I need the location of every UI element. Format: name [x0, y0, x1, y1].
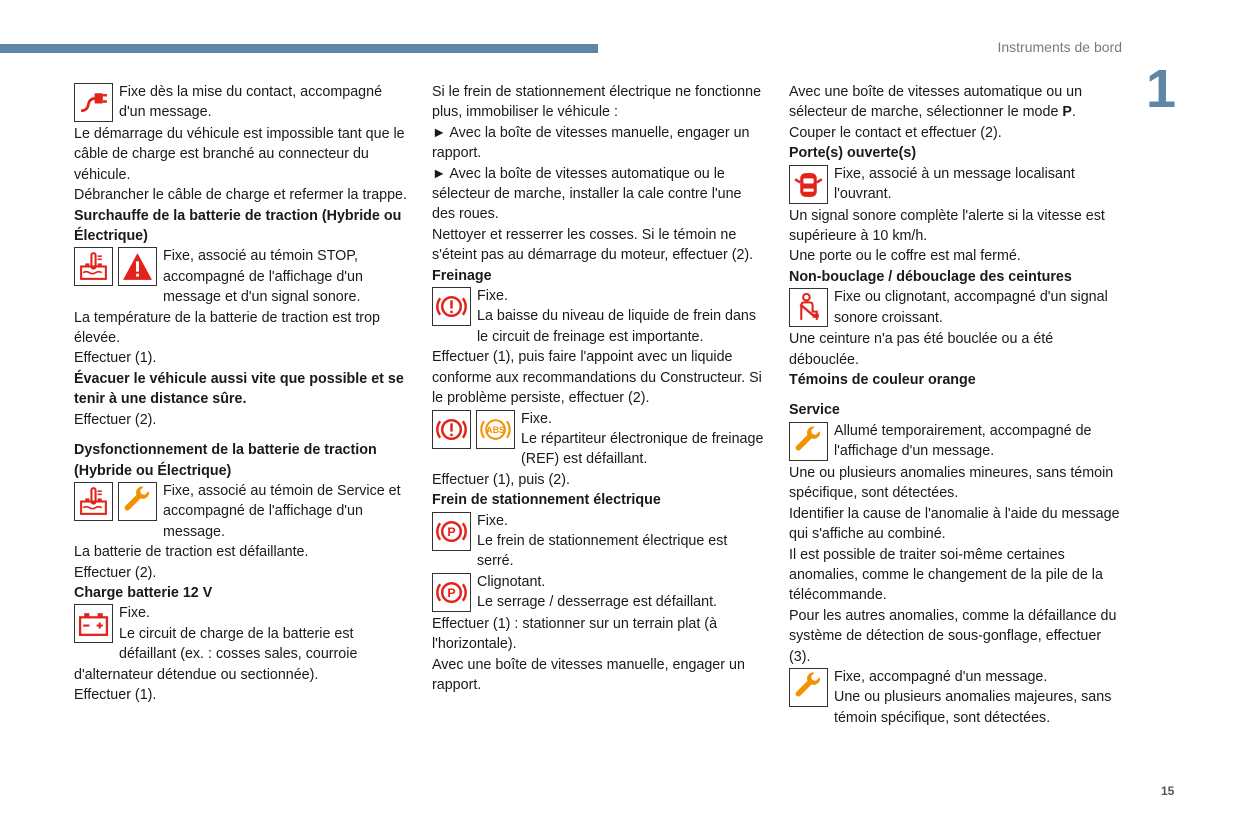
- brake-desc: La baisse du niveau de liquide de frein dans le circuit de freinage est importante.: [477, 308, 756, 345]
- belt-title: Non-bouclage / débouclage des ceintures: [789, 268, 1072, 285]
- service2-desc: Une ou plusieurs anomalies majeures, sans témoin spécifique, sont détectées.: [834, 689, 1112, 726]
- chapter-number: 1: [1146, 59, 1177, 119]
- brake-warning-icon: [432, 287, 471, 326]
- icon-group: [789, 422, 828, 461]
- service-possible: Il est possible de traiter soi-même certaines anomalies, comme le changement de la pile de la télécommande.: [789, 546, 1103, 604]
- park-blink: Clignotant.: [477, 573, 546, 590]
- malfunction-action: Effectuer (2).: [74, 564, 157, 581]
- park-action: Effectuer (1) : stationner sur un terrain plat (à l'horizontale).: [432, 615, 718, 653]
- auto-gearbox-text: [789, 82, 1125, 123]
- park-manual: Avec une boîte de vitesses manuelle, engager un rapport.: [432, 656, 745, 693]
- plug-desc: Le démarrage du véhicule est impossible tant que le câble de charge est branché au connecteur du véhicule.: [74, 126, 405, 183]
- icon-group: [789, 288, 828, 327]
- park-blink-desc: Le serrage / desserrage est défaillant.: [477, 594, 718, 611]
- column-3: [789, 82, 1125, 728]
- overheat-desc: La température de la batterie de traction est trop élevée.: [74, 309, 380, 347]
- icon-group: [432, 512, 471, 551]
- charge-text: Fixe.: [119, 605, 150, 622]
- brake-title: Freinage: [432, 267, 492, 284]
- icon-group: [74, 482, 157, 521]
- plug-text: Fixe dès la mise du contact, accompagné d'un message.: [119, 84, 383, 121]
- abs-text: Fixe.: [521, 410, 552, 427]
- door-desc-2: Une porte ou le coffre est mal fermé.: [789, 248, 1021, 265]
- overheat-action-2: Effectuer (2).: [74, 411, 157, 428]
- parking-brake-letter: P: [447, 585, 456, 600]
- auto-prefix: Avec une boîte de vitesses automatique ou un sélecteur de marche, sélectionner le mode: [789, 84, 1083, 121]
- service-other: Pour les autres anomalies, comme la défaillance du système de détection de sous-gonflage, effectuer (3).: [789, 607, 1117, 665]
- icon-group: [74, 83, 113, 122]
- malfunction-title: Dysfonctionnement de la batterie de traction (Hybride ou Électrique): [74, 442, 377, 479]
- overheat-warning: Évacuer le véhicule aussi vite que possible et se tenir à une distance sûre.: [74, 370, 404, 408]
- icon-group: [432, 410, 515, 449]
- icon-group: [432, 573, 471, 612]
- service2-text: Fixe, accompagné d'un message.: [834, 668, 1048, 685]
- door-text: Fixe, associé à un message localisant l'ouvrant.: [834, 165, 1075, 203]
- section-title: Instruments de bord: [997, 39, 1122, 55]
- icon-group: [74, 604, 113, 643]
- parking-brake-icon: [432, 512, 471, 551]
- service-identify: Identifier la cause de l'anomalie à l'aide du message qui s'affiche au combiné.: [789, 505, 1120, 543]
- icon-group: [74, 247, 157, 286]
- brake-warning-icon: [432, 410, 471, 449]
- door-title: Porte(s) ouverte(s): [789, 145, 917, 162]
- icon-group: [432, 287, 471, 326]
- malfunction-desc: La batterie de traction est défaillante.: [74, 544, 309, 561]
- door-open-icon: [789, 165, 828, 204]
- auto-action: Couper le contact et effectuer (2).: [789, 124, 1002, 141]
- wrench-icon: [118, 482, 157, 521]
- park-desc: Le frein de stationnement électrique est serré.: [477, 532, 728, 570]
- abs-icon: [476, 410, 515, 449]
- battery-temperature-icon: [74, 247, 113, 286]
- park-text: Fixe.: [477, 512, 508, 529]
- auto-mode: P: [1062, 104, 1072, 121]
- abs-label: ABS: [486, 424, 505, 435]
- parking-brake-icon: [432, 573, 471, 612]
- park-title: Frein de stationnement électrique: [432, 492, 661, 509]
- abs-desc: Le répartiteur électronique de freinage (REF) est défaillant.: [521, 430, 764, 468]
- charging-plug-icon: [74, 83, 113, 122]
- auto-suffix: .: [1071, 104, 1076, 121]
- abs-action: Effectuer (1), puis (2).: [432, 471, 570, 488]
- charge-title: Charge batterie 12 V: [74, 584, 213, 601]
- belt-text: Fixe ou clignotant, accompagné d'un signal sonore croissant.: [834, 289, 1108, 326]
- service-title: Service: [789, 402, 840, 419]
- battery-temperature-icon: [74, 482, 113, 521]
- brake-text: Fixe.: [477, 288, 508, 305]
- malfunction-text: Fixe, associé au témoin de Service et accompagné de l'affichage d'un message.: [163, 482, 401, 540]
- overheat-title: Surchauffe de la batterie de traction (Hybride ou Électrique): [74, 207, 402, 245]
- service-text: Allumé temporairement, accompagné de l'affichage d'un message.: [834, 422, 1092, 460]
- orange-title: Témoins de couleur orange: [789, 372, 976, 389]
- wrench-icon: [789, 422, 828, 461]
- service-desc: Une ou plusieurs anomalies mineures, sans témoin spécifique, sont détectées.: [789, 464, 1114, 502]
- belt-desc: Une ceinture n'a pas été bouclée ou a été débouclée.: [789, 331, 1054, 368]
- automatic-gearbox-bullet: ► Avec la boîte de vitesses automatique ou le sélecteur de marche, installer la cale contre l'une des roues.: [432, 165, 742, 223]
- charge-action: Effectuer (1).: [74, 686, 157, 703]
- page-number: 15: [1161, 784, 1175, 798]
- column-2: [432, 82, 764, 695]
- brake-action: Effectuer (1), puis faire l'appoint avec un liquide conforme aux recommandations du Constructeur. Si le problème persiste, effectuer (2).: [432, 349, 762, 407]
- icon-group: [789, 165, 828, 204]
- clean-terminals-text: Nettoyer et resserrer les cosses. Si le témoin ne s'éteint pas au démarrage du moteur, effectuer (2).: [432, 226, 754, 264]
- plug-action: Débrancher le câble de charge et refermer la trappe.: [74, 187, 407, 204]
- parking-brake-letter: P: [447, 524, 456, 539]
- door-desc: Un signal sonore complète l'alerte si la vitesse est supérieure à 10 km/h.: [789, 207, 1105, 245]
- overheat-action: Effectuer (1).: [74, 350, 157, 367]
- header-accent-bar: [0, 44, 598, 53]
- icon-group: [789, 668, 828, 707]
- column-1: [74, 82, 410, 705]
- seatbelt-icon: [789, 288, 828, 327]
- battery-icon: [74, 604, 113, 643]
- wrench-icon: [789, 668, 828, 707]
- epb-failure-text: Si le frein de stationnement électrique ne fonctionne plus, immobiliser le véhicule :: [432, 84, 762, 121]
- charge-desc: Le circuit de charge de la batterie est défaillant (ex. : cosses sales, courroie d'alternateur détendue ou sectionnée).: [74, 625, 358, 683]
- overheat-text: Fixe, associé au témoin STOP, accompagné de l'affichage d'un message et d'un signal sonore.: [163, 248, 363, 306]
- manual-gearbox-bullet: ► Avec la boîte de vitesses manuelle, engager un rapport.: [432, 124, 750, 162]
- stop-warning-icon: [118, 247, 157, 286]
